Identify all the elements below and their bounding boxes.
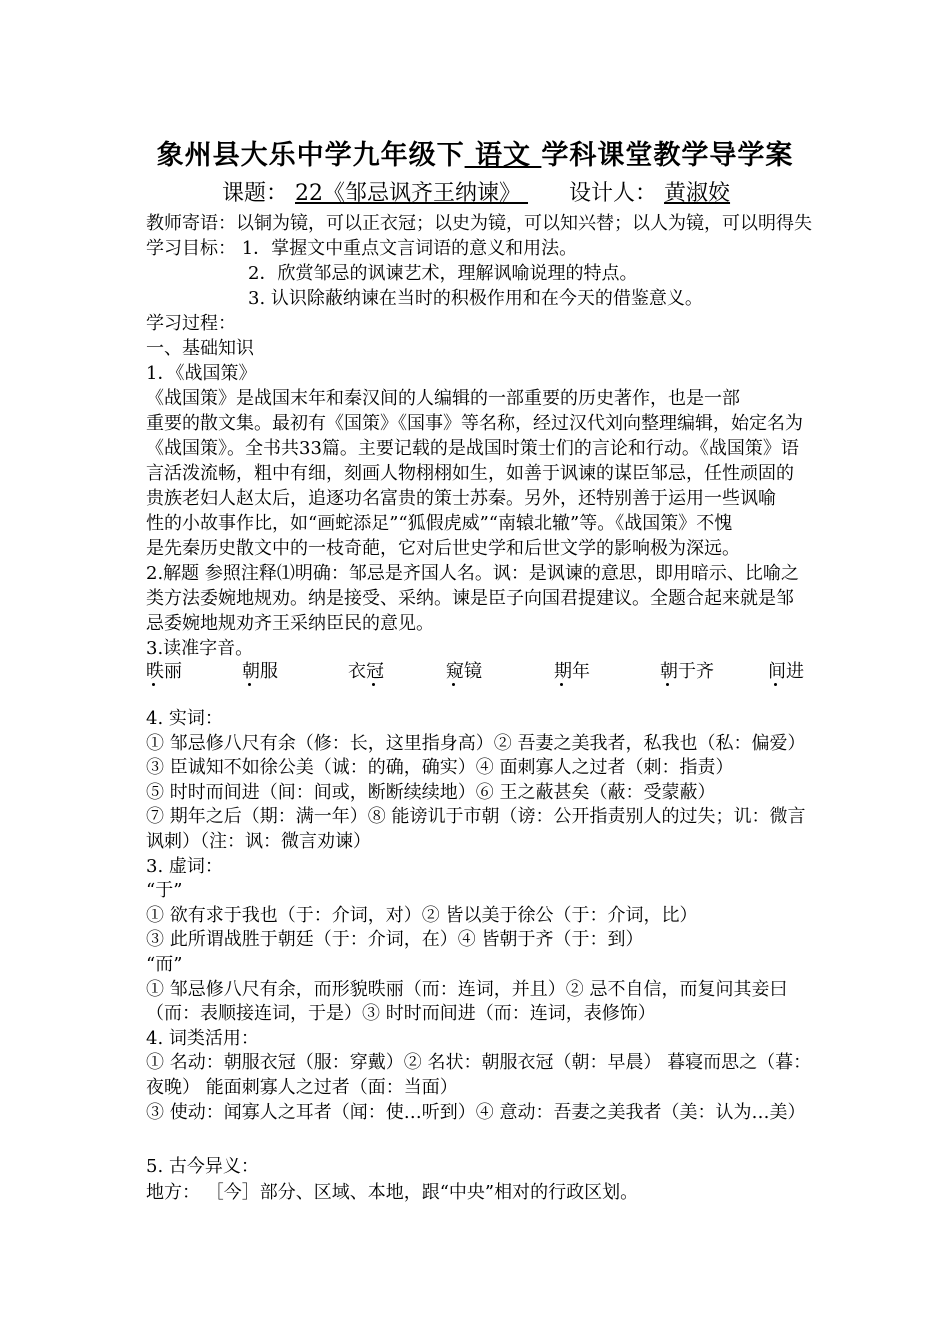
emphasis-dot bbox=[666, 683, 669, 686]
text-line: ③ 使动：闻寡人之耳者（闻：使…听到）④ 意动：吾妻之美我者（美：认为…美） bbox=[146, 1101, 806, 1123]
text-line: 5. 古今异义： bbox=[146, 1156, 259, 1177]
pinyin-word: 窥镜 bbox=[446, 661, 482, 682]
lesson-header bbox=[222, 176, 730, 207]
pinyin-word: 衣冠 bbox=[348, 661, 384, 682]
text-line: ⑤ 时时而间进（间：间或，断断续续地）⑥ 王之蔽甚矣（蔽：受蒙蔽） bbox=[146, 781, 716, 803]
emphasis-dot bbox=[152, 683, 155, 686]
text-line: 3.读准字音。 bbox=[146, 638, 254, 659]
text-line: ① 邹忌修八尺有余（修：长，这里指身高）② 吾妻之美我者，私我也（私：偏爱） bbox=[146, 732, 806, 754]
text-line: 学习过程： bbox=[146, 313, 236, 334]
emphasis-dot bbox=[248, 683, 251, 686]
text-line: 3. 虚词： bbox=[146, 855, 223, 877]
text-line: 《战国策》。全书共33篇。主要记载的是战国时策士们的言论和行动。《战国策》语 bbox=[146, 438, 799, 459]
text-line: 教师寄语：以铜为镜，可以正衣冠；以史为镜，可以知兴替；以人为镜，可以明得失 bbox=[146, 213, 812, 234]
text-line: ③ 臣诚知不如徐公美（诚：的确，确实）④ 面刺寡人之过者（刺：指责） bbox=[146, 757, 734, 779]
title-suffix: 学科课堂教学导学案 bbox=[541, 140, 794, 171]
pinyin-word: 间进 bbox=[768, 661, 804, 682]
pinyin-word: 昳丽 bbox=[146, 661, 182, 682]
emphasis-dot bbox=[774, 683, 777, 686]
text-line: 地方： ［今］部分、区域、本地，跟“中央”相对的行政区划。 bbox=[146, 1182, 639, 1203]
pronunciation-row bbox=[146, 657, 816, 691]
text-line: 一、基础知识 bbox=[146, 338, 254, 359]
text-line: 学习目标： 1．掌握文中重点文言词语的意义和用法。 bbox=[146, 238, 578, 259]
text-line: 言活泼流畅，粗中有细，刻画人物栩栩如生，如善于讽谏的谋臣邹忌，任性顽固的 bbox=[146, 463, 794, 484]
title-subject: 语文 bbox=[464, 140, 542, 171]
text-line: 3. 认识除蔽纳谏在当时的积极作用和在今天的借鉴意义。 bbox=[248, 288, 703, 309]
text-line: 2．欣赏邹忌的讽谏艺术，理解讽喻说理的特点。 bbox=[248, 263, 638, 284]
page-title bbox=[0, 133, 950, 172]
text-line: 忌委婉地规劝齐王采纳臣民的意见。 bbox=[146, 613, 434, 634]
text-line: 夜晚） 能面刺寡人之过者（面：当面） bbox=[146, 1077, 458, 1098]
text-line: “于” bbox=[146, 880, 183, 902]
text-line: 1．《战国策》 bbox=[146, 363, 257, 384]
text-line: 性的小故事作比，如“画蛇添足”“狐假虎威”“南辕北辙”等。《战国策》不愧 bbox=[146, 513, 733, 534]
text-line: ① 欲有求于我也（于：介词，对）② 皆以美于徐公（于：介词，比） bbox=[146, 904, 698, 926]
emphasis-dot bbox=[452, 683, 455, 686]
designer-label: 设计人： bbox=[569, 181, 658, 206]
emphasis-dot bbox=[372, 683, 375, 686]
text-line: （而：表顺接连词，于是）③ 时时而间进（而：连词，表修饰） bbox=[146, 1003, 656, 1025]
text-line: 重要的散文集。最初有《国策》《国事》等名称，经过汉代刘向整理编辑，始定名为 bbox=[146, 413, 803, 434]
text-line: ⑦ 期年之后（期：满一年）⑧ 能谤讥于市朝（谤：公开指责别人的过失；讥：微言 bbox=[146, 806, 806, 828]
text-line: “而” bbox=[146, 954, 183, 975]
text-line: 贵族老妇人赵太后，追逐功名富贵的策士苏秦。另外，还特别善于运用一些讽喻 bbox=[146, 488, 776, 509]
pinyin-word: 朝服 bbox=[242, 661, 278, 682]
text-line: 4. 词类活用： bbox=[146, 1027, 259, 1049]
text-line: ① 邹忌修八尺有余，而形貌昳丽（而：连词，并且）② 忌不自信，而复问其妾曰 bbox=[146, 978, 788, 1000]
topic-value: 22《邹忌讽齐王纳谏》 bbox=[295, 181, 529, 206]
topic-label: 课题： bbox=[222, 181, 289, 206]
emphasis-dot bbox=[560, 683, 563, 686]
pinyin-word: 期年 bbox=[554, 661, 590, 682]
text-line: 类方法委婉地规劝。纳是接受、采纳。谏是臣子向国君提建议。全题合起来就是邹 bbox=[146, 588, 794, 609]
text-line: ③ 此所谓战胜于朝廷（于：介词，在）④ 皆朝于齐（于：到） bbox=[146, 929, 644, 951]
text-line: 是先秦历史散文中的一枝奇葩，它对后世史学和后世文学的影响极为深远。 bbox=[146, 538, 740, 559]
text-line: ① 名动：朝服衣冠（服：穿戴）② 名状：朝服衣冠（朝：早晨） 暮寝而思之（暮： bbox=[146, 1052, 812, 1074]
text-line: 2.解题 参照注释⑴明确：邹忌是齐国人名。讽：是讽谏的意思，即用暗示、比喻之 bbox=[146, 563, 799, 584]
title-prefix: 象州县大乐中学九年级下 bbox=[156, 140, 465, 171]
text-line: 《战国策》是战国末年和秦汉间的人编辑的一部重要的历史著作，也是一部 bbox=[146, 388, 740, 409]
text-line: 4. 实词： bbox=[146, 708, 223, 729]
text-line: 讽刺）（注：讽：微言劝谏） bbox=[146, 831, 371, 852]
pinyin-word: 朝于齐 bbox=[660, 661, 714, 682]
designer-value: 黄淑姣 bbox=[664, 181, 731, 206]
